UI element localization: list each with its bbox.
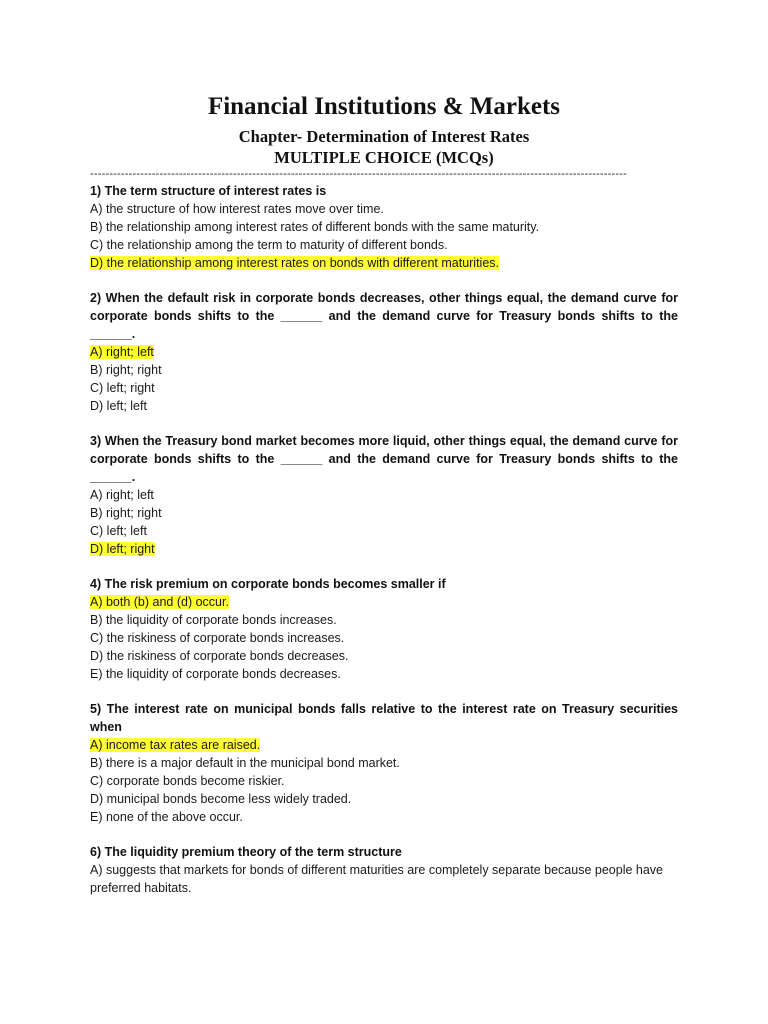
option-text: A) right; left (90, 345, 154, 359)
answer-option (90, 522, 678, 540)
answer-option (90, 218, 678, 236)
answer-option-correct (90, 593, 678, 611)
question-5 (90, 700, 678, 826)
option-text: D) left; right (90, 542, 155, 556)
answer-option (90, 236, 678, 254)
answer-option (90, 772, 678, 790)
question-text: 2) When the default risk in corporate bonds decreases, other things equal, the demand curve for corporate bonds shifts to the ______ and the demand curve for Treasury bonds shifts to the ______. (90, 291, 678, 341)
option-text: A) income tax rates are raised. (90, 738, 261, 752)
answer-option (90, 629, 678, 647)
answer-option-correct (90, 254, 678, 272)
option-text: B) there is a major default in the municipal bond market. (90, 756, 400, 770)
question-text: 3) When the Treasury bond market becomes more liquid, other things equal, the demand curve for corporate bonds shifts to the ______ and the demand curve for Treasury bonds shifts to the ______. (90, 434, 678, 484)
answer-option (90, 397, 678, 415)
option-text: D) the riskiness of corporate bonds decreases. (90, 649, 349, 663)
option-text: A) right; left (90, 488, 154, 502)
question-6 (90, 843, 678, 897)
answer-option (90, 861, 678, 897)
question-text: 4) The risk premium on corporate bonds becomes smaller if (90, 577, 446, 591)
question-text: 5) The interest rate on municipal bonds falls relative to the interest rate on Treasury securities when (90, 702, 678, 734)
answer-option (90, 379, 678, 397)
option-text: C) left; right (90, 381, 155, 395)
section-title: MULTIPLE CHOICE (MCQs) (274, 148, 494, 167)
option-text: A) both (b) and (d) occur. (90, 595, 229, 609)
option-text: B) right; right (90, 363, 162, 377)
option-text: A) suggests that markets for bonds of different maturities are completely separate because people have preferred habitats. (90, 863, 664, 895)
answer-option (90, 754, 678, 772)
answer-option (90, 647, 678, 665)
answer-option (90, 504, 678, 522)
answer-option (90, 808, 678, 826)
answer-option-correct (90, 736, 678, 754)
option-text: A) the structure of how interest rates move over time. (90, 202, 384, 216)
question-list (90, 182, 678, 897)
option-text: E) the liquidity of corporate bonds decreases. (90, 667, 341, 681)
answer-option-correct (90, 540, 678, 558)
answer-option-correct (90, 343, 678, 361)
answer-option (90, 665, 678, 683)
option-text: B) the relationship among interest rates of different bonds with the same maturity. (90, 220, 540, 234)
answer-option (90, 200, 678, 218)
question-3 (90, 432, 678, 558)
divider-line: ------------------------------------------------------------------------------------------------------------------------------------------- (90, 168, 627, 180)
answer-option (90, 361, 678, 379)
option-text: E) none of the above occur. (90, 810, 243, 824)
option-text: C) the riskiness of corporate bonds increases. (90, 631, 345, 645)
option-text: D) the relationship among interest rates on bonds with different maturities. (90, 256, 500, 270)
option-text: B) right; right (90, 506, 162, 520)
document-page (90, 92, 678, 914)
option-text: D) municipal bonds become less widely traded. (90, 792, 352, 806)
option-text: B) the liquidity of corporate bonds increases. (90, 613, 337, 627)
question-1 (90, 182, 678, 272)
option-text: C) the relationship among the term to maturity of different bonds. (90, 238, 448, 252)
option-text: C) corporate bonds become riskier. (90, 774, 285, 788)
question-text: 1) The term structure of interest rates is (90, 184, 327, 198)
answer-option (90, 486, 678, 504)
question-2 (90, 289, 678, 415)
option-text: C) left; left (90, 524, 147, 538)
question-text: 6) The liquidity premium theory of the term structure (90, 845, 402, 859)
option-text: D) left; left (90, 399, 147, 413)
document-title: Financial Institutions & Markets (207, 93, 561, 120)
answer-option (90, 790, 678, 808)
question-4 (90, 575, 678, 683)
answer-option (90, 611, 678, 629)
chapter-title: Chapter- Determination of Interest Rates (238, 127, 530, 146)
